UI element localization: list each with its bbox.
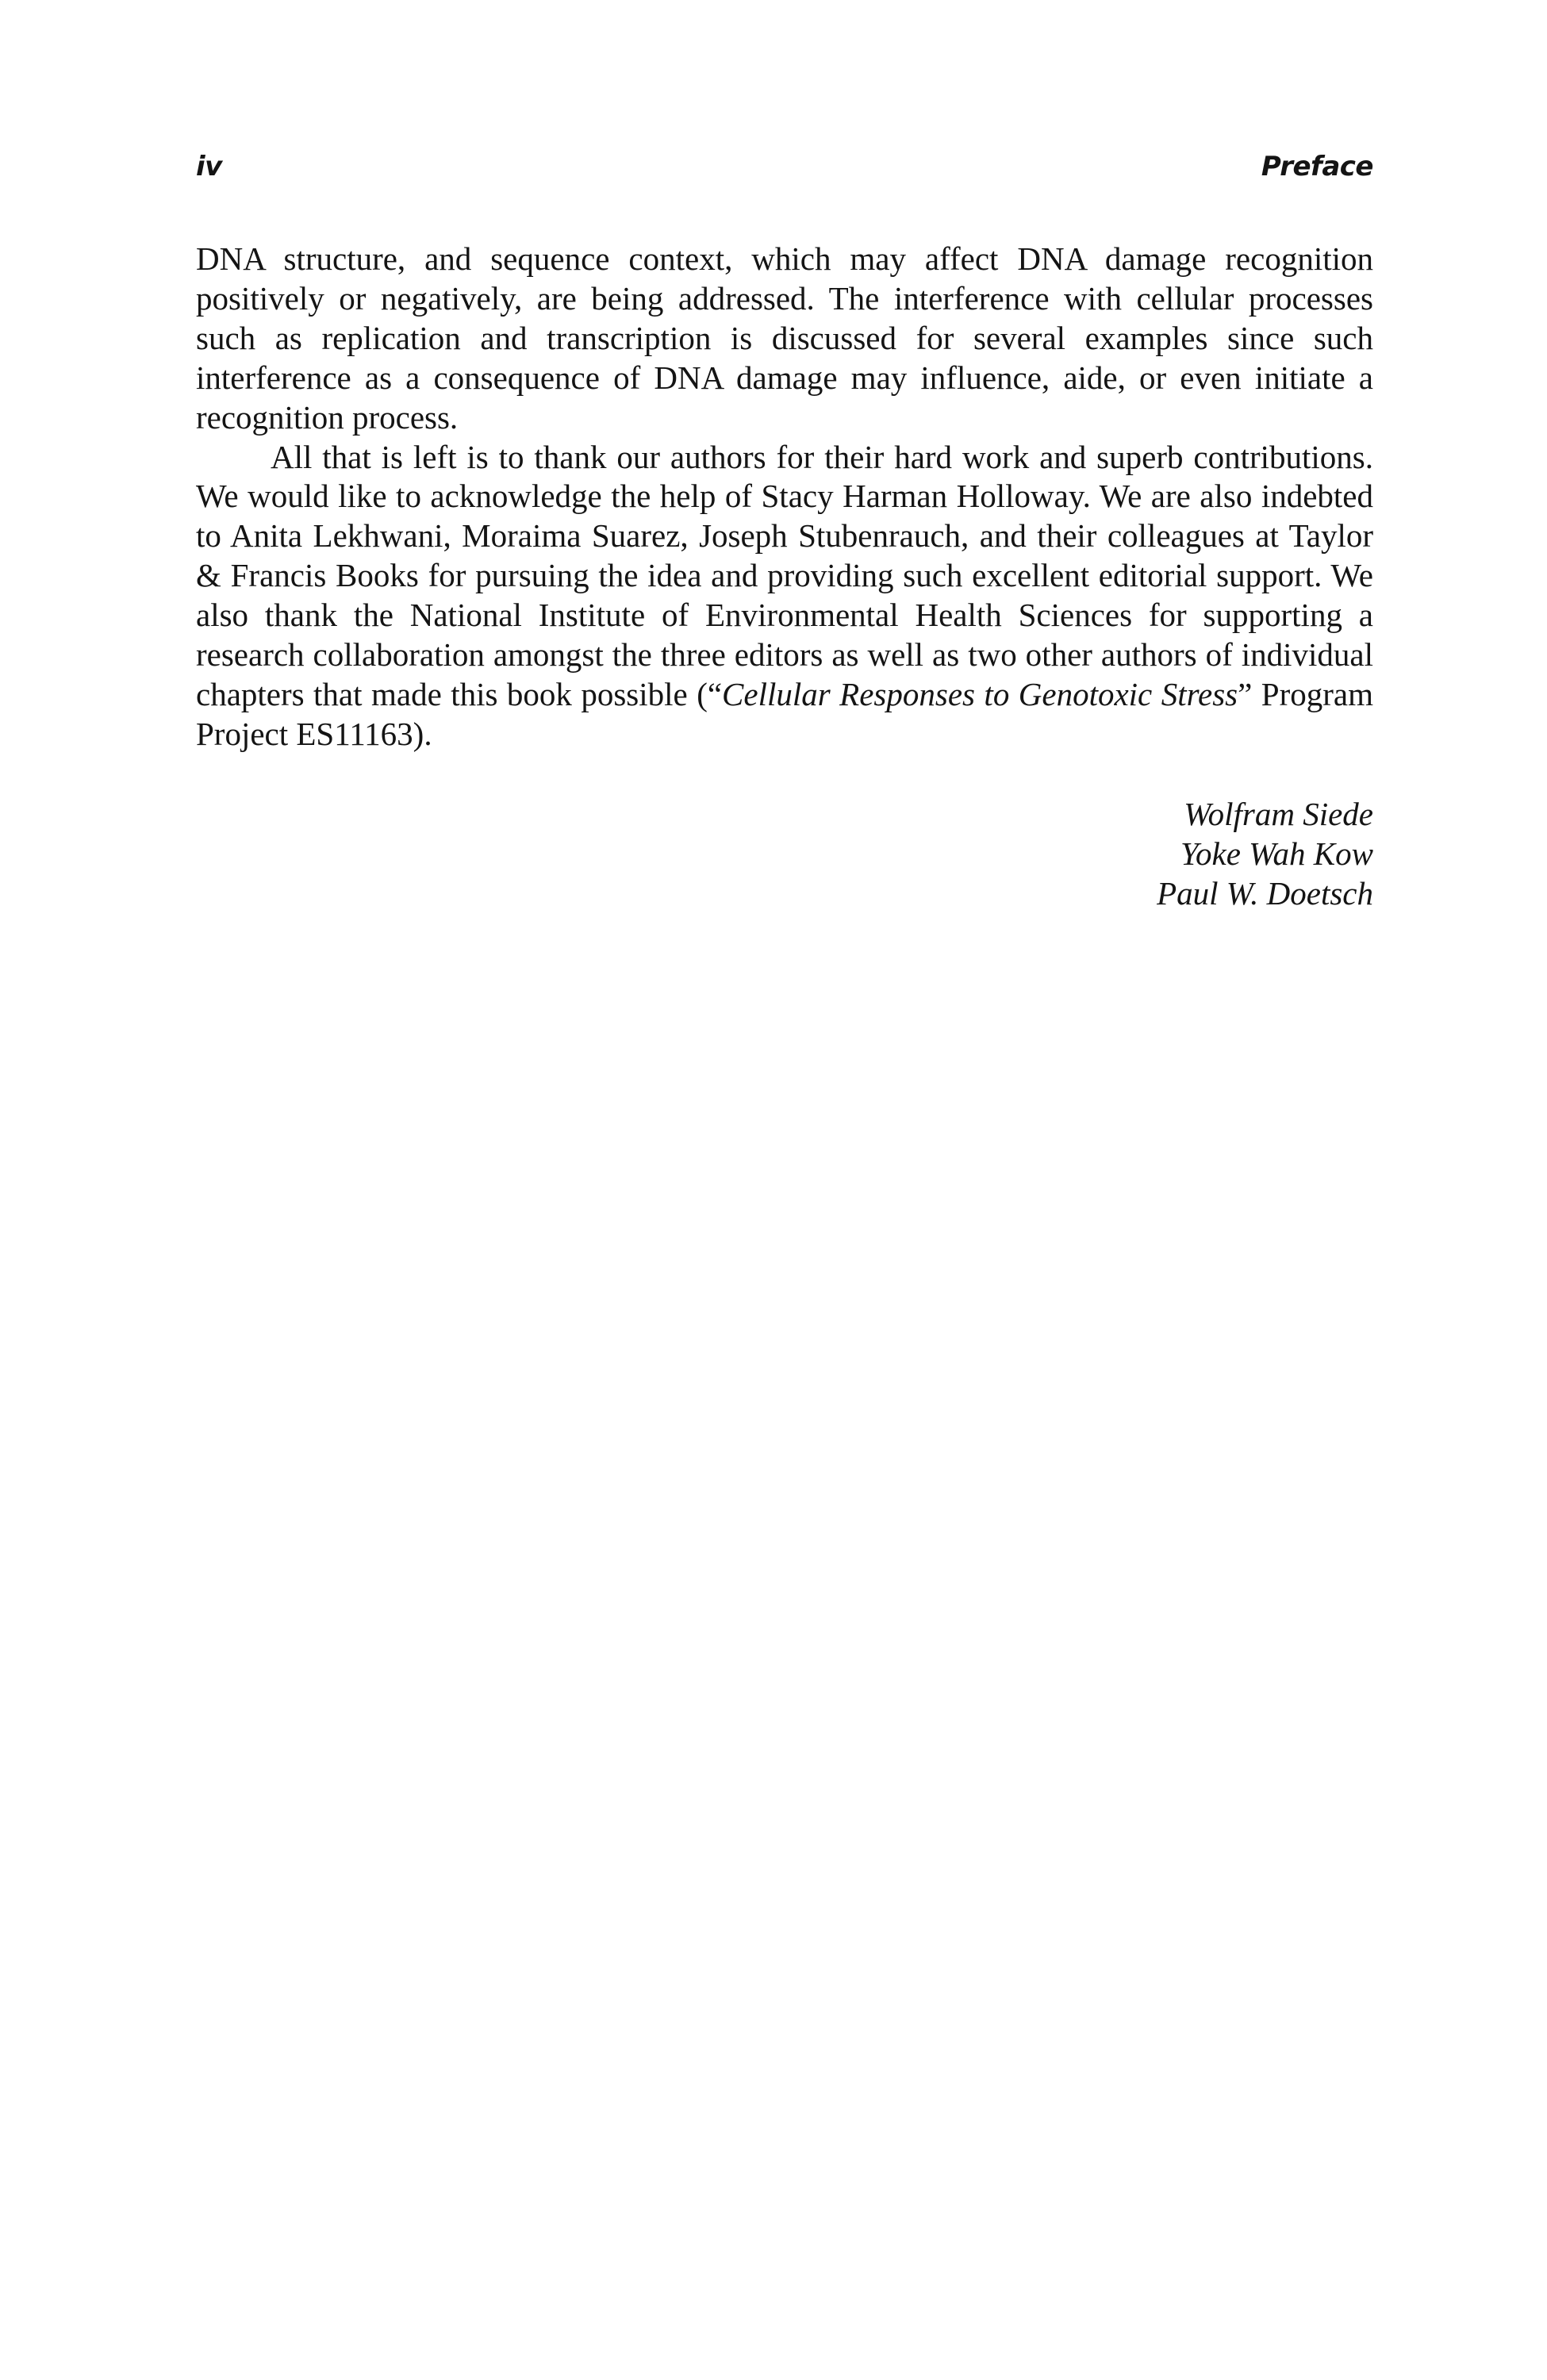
editor-signatures (1157, 795, 1373, 914)
program-title: Cellular Responses to Genotoxic Stress (722, 675, 1238, 712)
paragraph-2-text: All that is left is to thank our authors for their hard work and superb contributions. We would like to acknowledge the help of Stacy Harman Holloway. We are also indebted to Anita Lekhwani, Moraima Suarez, Joseph Stubenrauch, and their colleagues at Taylor & Francis Books for pursuing the idea and providing such excellent editorial support. We also thank the National Institute of Environmental Health Sciences for supporting a research collaboration amongst the three editors as well as two other authors of individual chapters that made this book possible (“ (196, 438, 1373, 712)
signature-editor-2: Yoke Wah Kow (1180, 835, 1373, 872)
body-text (196, 240, 1373, 754)
running-title: Preface (1261, 151, 1373, 182)
signature-editor-3: Paul W. Doetsch (1157, 874, 1373, 912)
paragraph-2 (196, 438, 1373, 754)
paragraph-1: DNA structure, and sequence context, which may affect DNA damage recognition positively or negatively, are being addressed. The interference with cellular processes such as replication and transcription is discussed for several examples since such interference as a consequence of DNA damage may influence, aide, or even initiate a recognition process. (196, 240, 1373, 436)
paragraph-2-text-end: ” Program Project ES11163). (196, 675, 1373, 752)
page-number: iv (196, 151, 222, 182)
running-head (196, 151, 1373, 190)
signature-editor-1: Wolfram Siede (1184, 796, 1373, 832)
